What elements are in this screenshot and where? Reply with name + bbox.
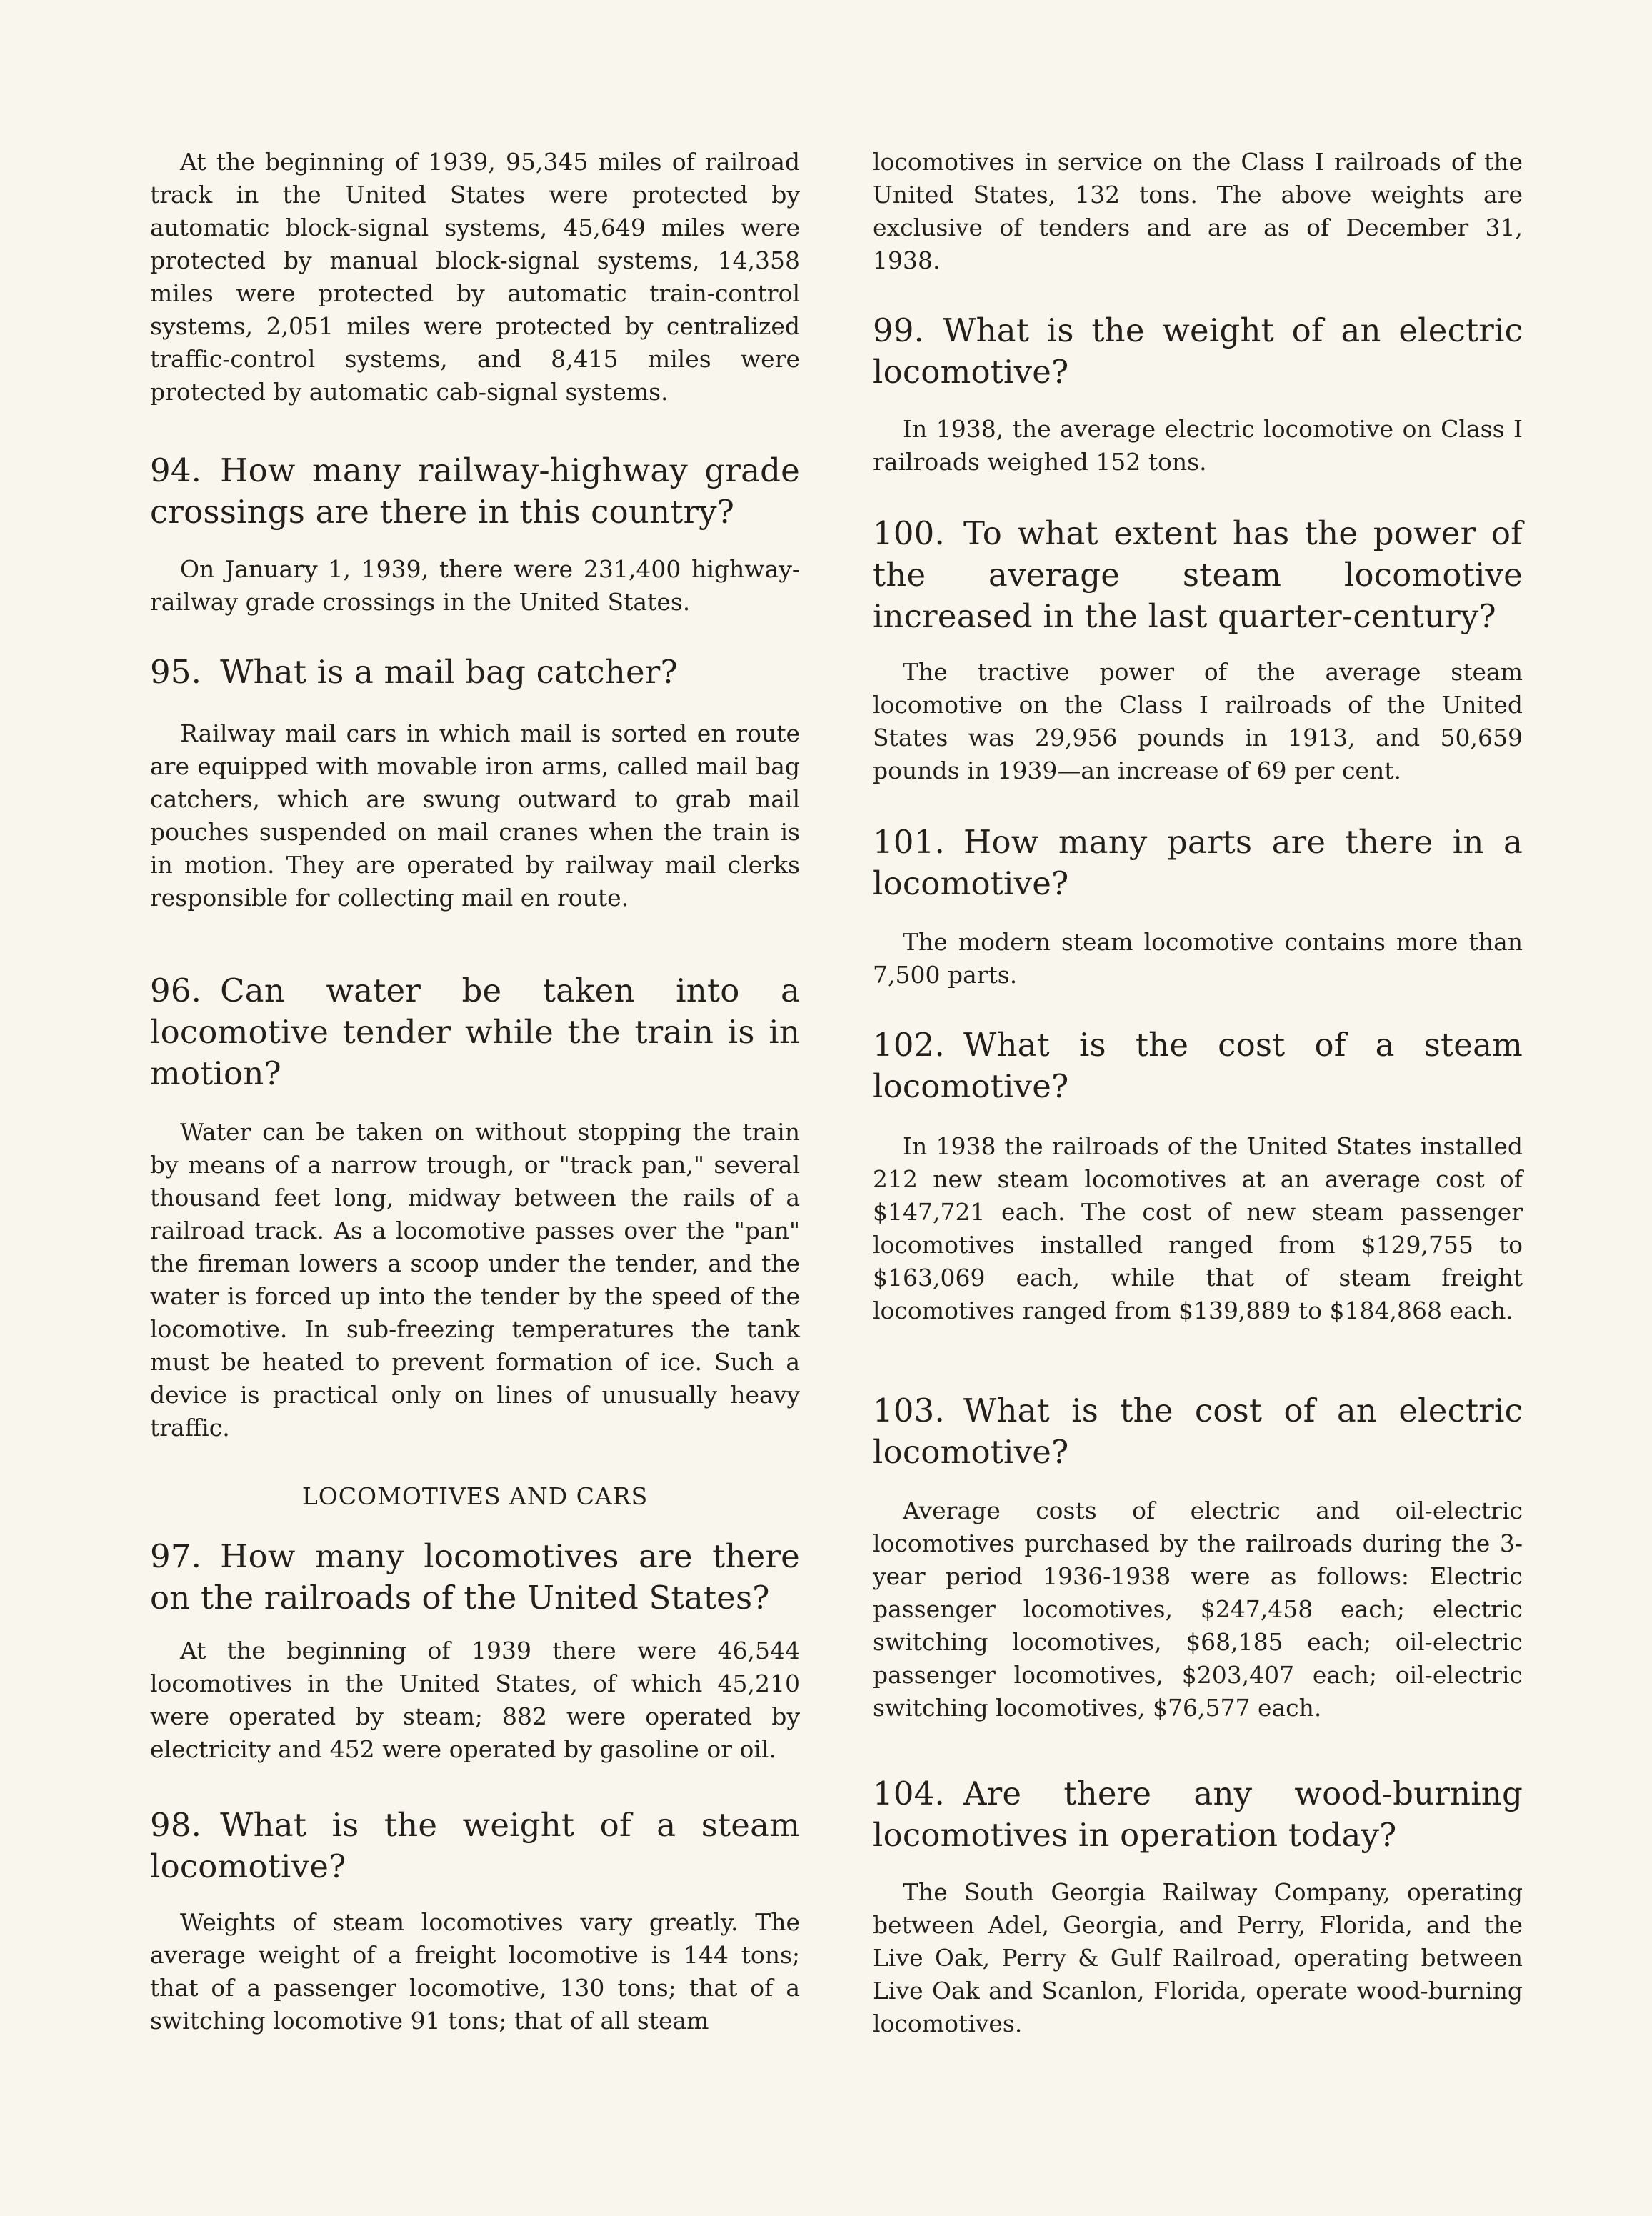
question-number: 99. bbox=[873, 311, 925, 349]
question-number: 96. bbox=[150, 972, 202, 1009]
question-number: 95. bbox=[150, 653, 202, 691]
answer-101: The modern steam locomotive contains more than 7,500 parts. bbox=[873, 928, 1523, 989]
question-103 bbox=[873, 1390, 1523, 1473]
answer-96: Water can be taken on without stopping the train by means of a narrow trough, or "track pan," several thousand feet long, midway between the rails of a railroad track. As a locomotive passes over the "pan" the fireman lowers a scoop under the tender, and the water is forced up into the tender by the speed of the locomotive. In sub-freezing temperatures the tank must be heated to prevent formation of ice. Such a device is practical only on lines of unusually heavy traffic. bbox=[150, 1118, 800, 1442]
question-97 bbox=[150, 1536, 800, 1619]
question-text: Can water be taken into a locomotive tender while the train is in motion? bbox=[150, 972, 800, 1092]
question-100 bbox=[873, 513, 1523, 637]
question-96 bbox=[150, 970, 800, 1094]
question-text: How many parts are there in a locomotive? bbox=[873, 823, 1523, 902]
answer-99: In 1938, the average electric locomotive on Class I railroads weighed 152 tons. bbox=[873, 415, 1523, 476]
question-102 bbox=[873, 1024, 1523, 1107]
question-text: How many railway-highway grade crossings are there in this country? bbox=[150, 451, 800, 531]
question-text: How many locomotives are there on the railroads of the United States? bbox=[150, 1537, 800, 1617]
question-number: 104. bbox=[873, 1775, 945, 1812]
question-98 bbox=[150, 1805, 800, 1887]
question-text: What is the cost of an electric locomotive? bbox=[873, 1392, 1523, 1471]
answer-94: On January 1, 1939, there were 231,400 highway-railway grade crossings in the United States. bbox=[150, 555, 800, 616]
question-number: 101. bbox=[873, 823, 945, 861]
answer-98: Weights of steam locomotives vary greatly. The average weight of a freight locomotive is 144 tons; that of a passenger locomotive, 130 tons; that of a switching locomotive 91 tons; that of all steam bbox=[150, 1908, 800, 2035]
continuation-paragraph: locomotives in service on the Class I railroads of the United States, 132 tons. The above weights are exclusive of tenders and are as of December 31, 1938. bbox=[873, 148, 1523, 274]
answer-103: Average costs of electric and oil-electric locomotives purchased by the railroads during the 3-year period 1936-1938 were as follows: Electric passenger locomotives, $247,458 each; electric switching locomotives, $68,185 each; oil-electric passenger locomotives, $203,407 each; oil-electric switching locomotives, $76,577 each. bbox=[873, 1497, 1523, 1722]
section-title: LOCOMOTIVES AND CARS bbox=[301, 1482, 649, 1510]
answer-100: The tractive power of the average steam locomotive on the Class I railroads of the United States was 29,956 pounds in 1913, and 50,659 pounds in 1939—an increase of 69 per cent. bbox=[873, 658, 1523, 784]
question-99 bbox=[873, 310, 1523, 393]
question-number: 102. bbox=[873, 1026, 945, 1064]
question-text: To what extent has the power of the average steam locomotive increased in the last quarter-century? bbox=[873, 514, 1523, 635]
question-94 bbox=[150, 450, 800, 533]
question-text: What is the cost of a steam locomotive? bbox=[873, 1026, 1523, 1105]
question-text: Are there any wood-burning locomotives in operation today? bbox=[873, 1775, 1523, 1854]
answer-102: In 1938 the railroads of the United States installed 212 new steam locomotives at an average cost of $147,721 each. The cost of new steam passenger locomotives installed ranged from $129,755 to $163,069 each, while that of steam freight locomotives ranged from $139,889 to $184,868 each. bbox=[873, 1132, 1523, 1324]
question-95 bbox=[150, 652, 800, 693]
question-text: What is the weight of an electric locomotive? bbox=[873, 311, 1523, 391]
question-number: 100. bbox=[873, 514, 945, 552]
intro-paragraph: At the beginning of 1939, 95,345 miles of railroad track in the United States were protected by automatic block-signal systems, 45,649 miles were protected by manual block-signal systems, 14,358 miles were protected by automatic train-control systems, 2,051 miles were protected by centralized traffic-control systems, and 8,415 miles were protected by automatic cab-signal systems. bbox=[150, 148, 800, 406]
question-text: What is a mail bag catcher? bbox=[220, 653, 678, 691]
question-101 bbox=[873, 822, 1523, 904]
question-number: 97. bbox=[150, 1537, 202, 1575]
question-number: 94. bbox=[150, 451, 202, 489]
question-text: What is the weight of a steam locomotive? bbox=[150, 1806, 800, 1885]
question-number: 98. bbox=[150, 1806, 202, 1844]
answer-104: The South Georgia Railway Company, operating between Adel, Georgia, and Perry, Florida, and the Live Oak, Perry & Gulf Railroad, operating between Live Oak and Scanlon, Florida, operate wood-burning locomotives. bbox=[873, 1878, 1523, 2037]
question-104 bbox=[873, 1773, 1523, 1856]
answer-95: Railway mail cars in which mail is sorted en route are equipped with movable iron arms, called mail bag catchers, which are swung outward to grab mail pouches suspended on mail cranes when the train is in motion. They are operated by railway mail clerks responsible for collecting mail en route. bbox=[150, 719, 800, 912]
answer-97: At the beginning of 1939 there were 46,544 locomotives in the United States, of which 45,210 were operated by steam; 882 were operated by electricity and 452 were operated by gasoline or oil. bbox=[150, 1637, 800, 1763]
question-number: 103. bbox=[873, 1392, 945, 1429]
